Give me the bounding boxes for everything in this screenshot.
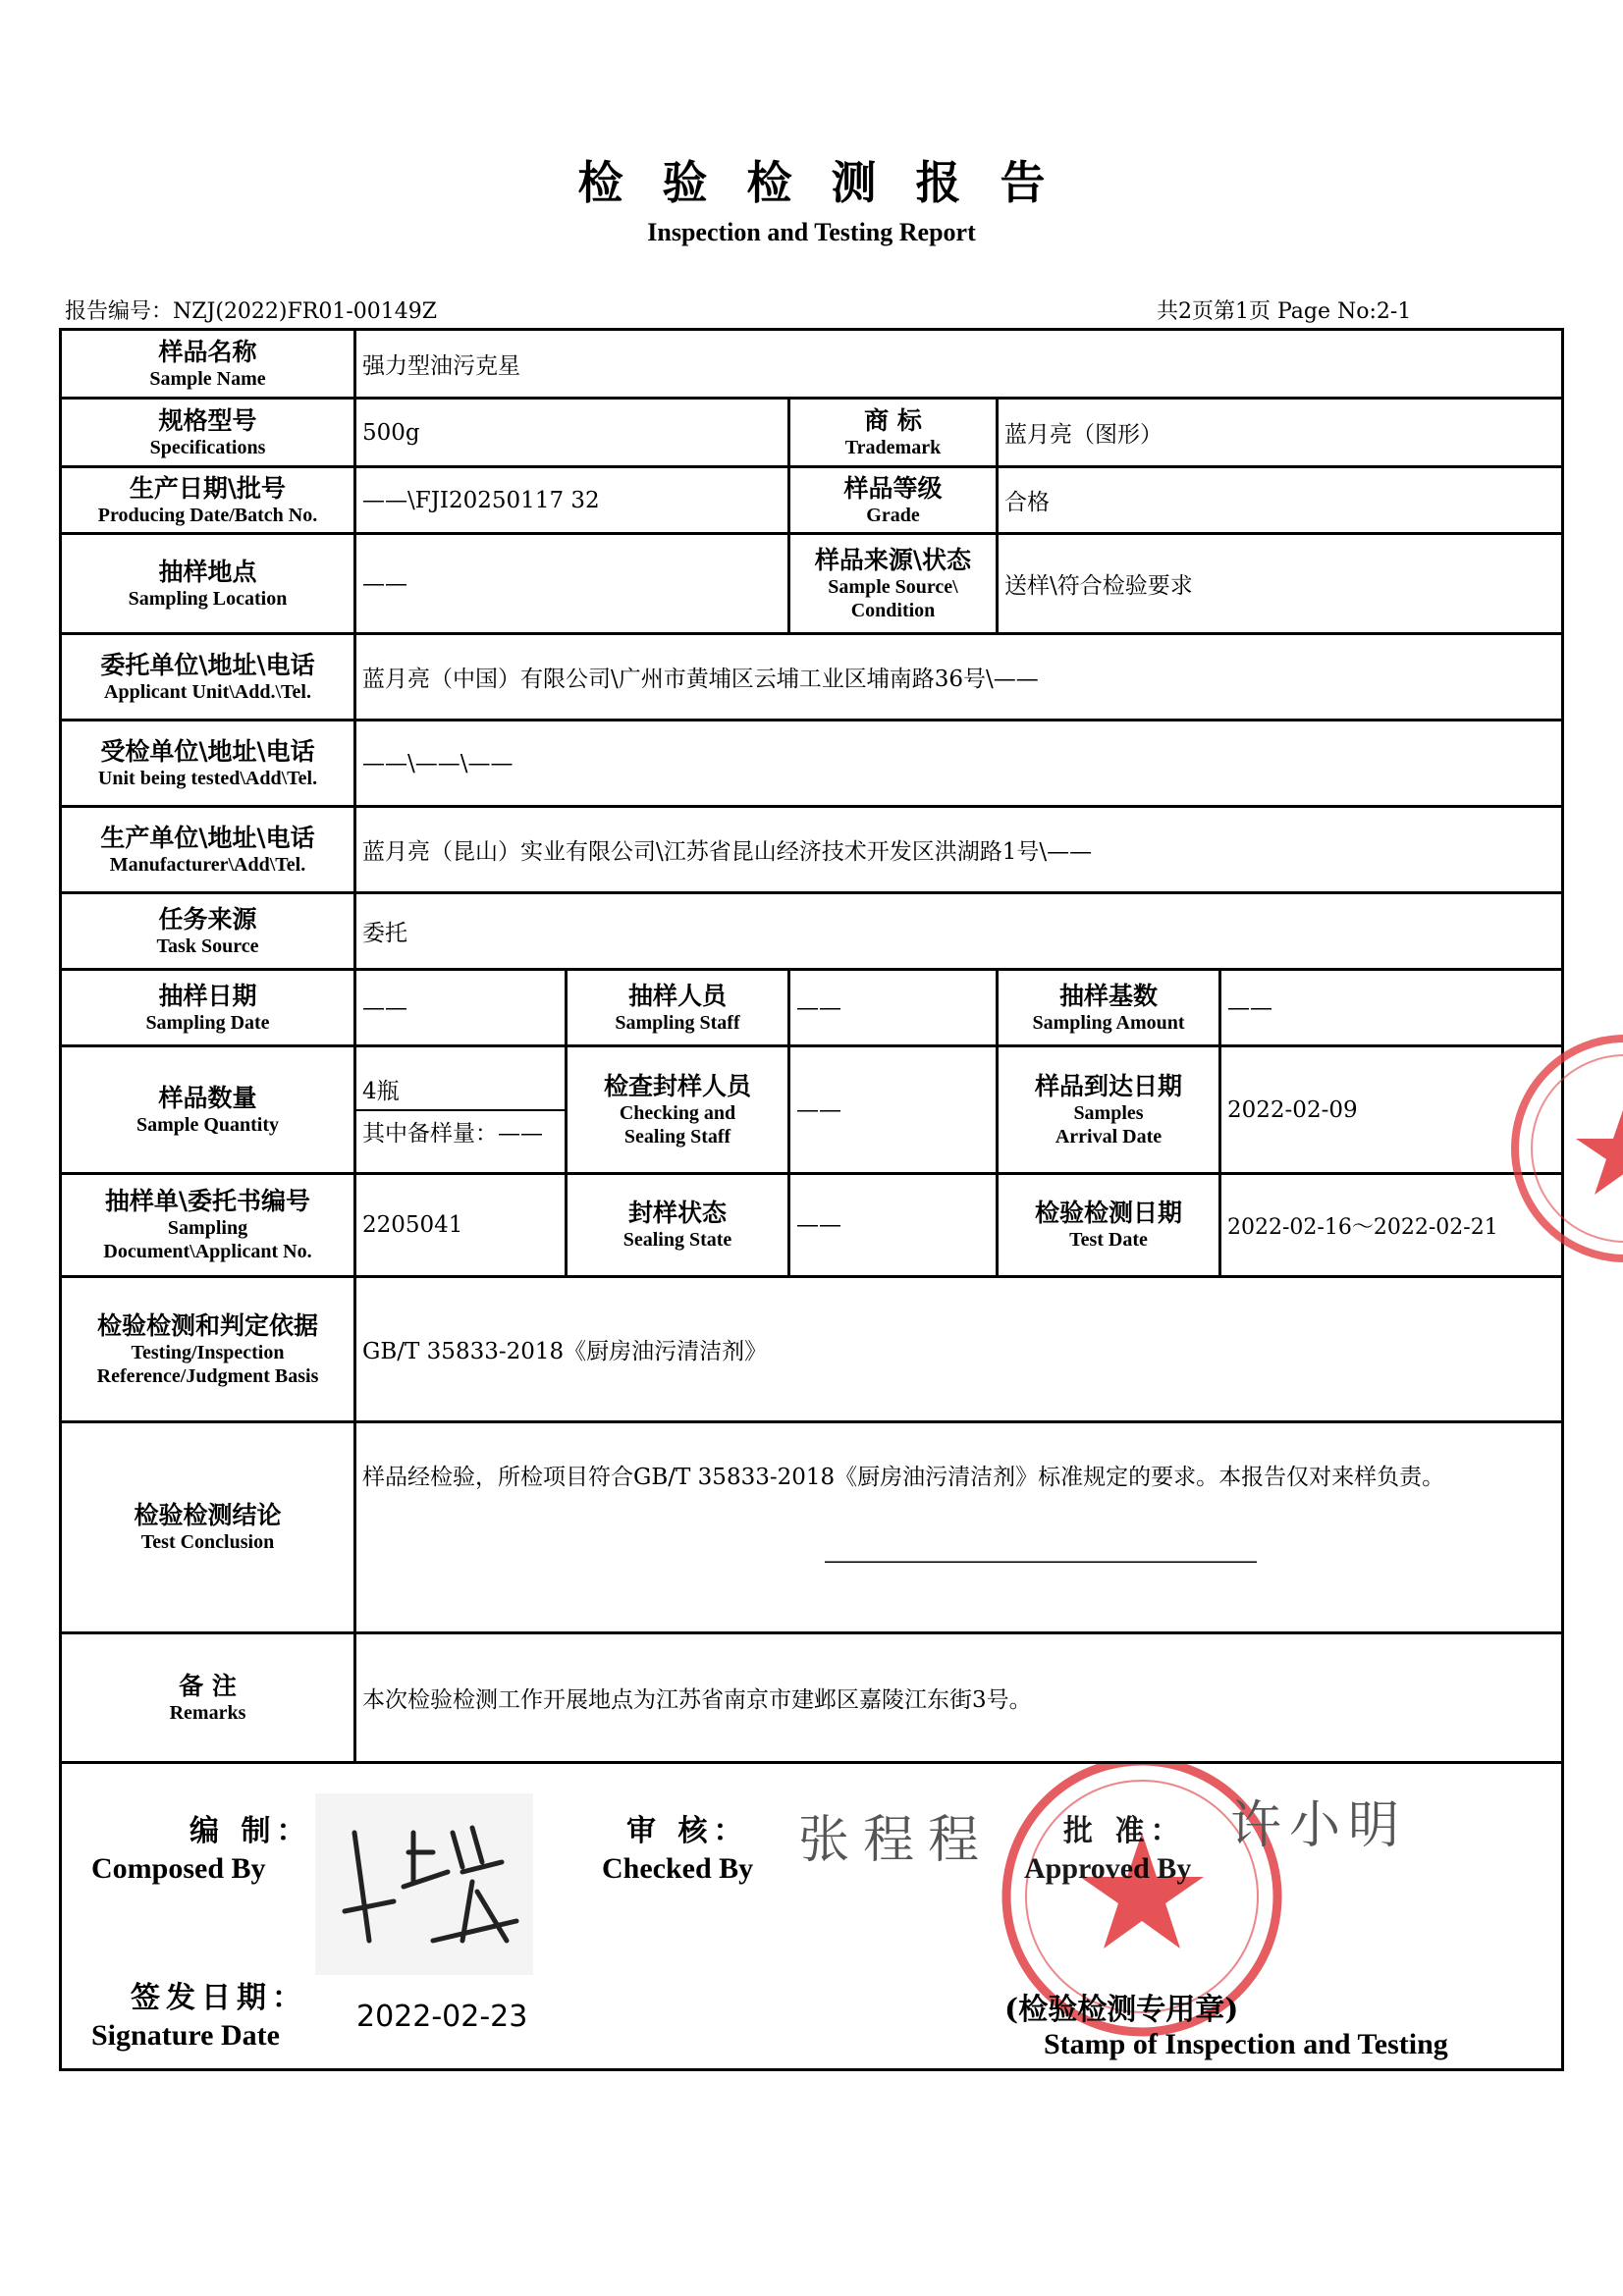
signature-date-value: 2022-02-23 <box>356 2000 528 2034</box>
row-conclusion <box>61 1422 1563 1633</box>
conclusion-value <box>355 1422 1563 1633</box>
row-producing-date <box>61 467 1563 534</box>
sampling-location-value: —— <box>355 534 789 634</box>
composed-signature-drawing <box>315 1793 533 1975</box>
manufacturer-value: 蓝月亮（昆山）实业有限公司\江苏省昆山经济技术开发区洪湖路1号\—— <box>355 807 1563 893</box>
row-applicant <box>61 634 1563 721</box>
composed-signature <box>315 1793 533 1975</box>
row-sample-name <box>61 330 1563 399</box>
unit-tested-label: 受检单位\地址\电话 Unit being tested\Add\Tel. <box>61 721 355 807</box>
task-source-label: 任务来源 Task Source <box>61 893 355 970</box>
sealing-staff-value: —— <box>789 1046 998 1174</box>
sampling-amount-label: 抽样基数 Sampling Amount <box>998 970 1220 1046</box>
specifications-label: 规格型号 Specifications <box>61 399 355 467</box>
remarks-value: 本次检验检测工作开展地点为江苏省南京市建邺区嘉陵江东街3号。 <box>355 1633 1563 1763</box>
checked-by-label: 审 核： Checked By <box>602 1814 754 1885</box>
specifications-value: 500g <box>355 399 789 467</box>
row-manufacturer <box>61 807 1563 893</box>
remarks-label: 备 注 Remarks <box>61 1633 355 1763</box>
basis-label: 检验检测和判定依据 Testing/Inspection Reference/Judgment Basis <box>61 1277 355 1422</box>
document-no-label: 抽样单\委托书编号 Sampling Document\Applicant No. <box>61 1174 355 1277</box>
row-sampling-location <box>61 534 1563 634</box>
sampling-staff-label: 抽样人员 Sampling Staff <box>567 970 789 1046</box>
report-title-en: Inspection and Testing Report <box>647 218 976 246</box>
unit-tested-value: ——\——\—— <box>355 721 1563 807</box>
sample-name-value: 强力型油污克星 <box>355 330 1563 399</box>
approved-by-label: 批 准： Approved By <box>1024 1814 1192 1885</box>
sealing-staff-label: 检查封样人员 Checking and Sealing Staff <box>567 1046 789 1174</box>
producing-date-label: 生产日期\批号 Producing Date/Batch No. <box>61 467 355 534</box>
conclusion-text: 样品经检验，所检项目符合GB/T 35833-2018《厨房油污清洁剂》标准规定的要求。本报告仅对来样负责。 <box>362 1465 1445 1490</box>
row-specifications <box>61 399 1563 467</box>
row-document-no <box>61 1174 1563 1277</box>
row-remarks <box>61 1633 1563 1763</box>
trademark-value: 蓝月亮（图形） <box>998 399 1563 467</box>
side-stamp <box>1507 1001 1623 1296</box>
sampling-date-label: 抽样日期 Sampling Date <box>61 970 355 1046</box>
task-source-value: 委托 <box>355 893 1563 970</box>
sampling-staff-value: —— <box>789 970 998 1046</box>
sealing-state-label: 封样状态 Sealing State <box>567 1174 789 1277</box>
applicant-value: 蓝月亮（中国）有限公司\广州市黄埔区云埔工业区埔南路36号\—— <box>355 634 1563 721</box>
basis-value: GB/T 35833-2018《厨房油污清洁剂》 <box>355 1277 1563 1422</box>
row-basis <box>61 1277 1563 1422</box>
signature-date-label: 签发日期： Signature Date <box>91 1981 307 2052</box>
row-sample-quantity <box>61 1046 1563 1174</box>
report-table <box>59 328 1564 2071</box>
sample-quantity-label: 样品数量 Sample Quantity <box>61 1046 355 1174</box>
row-sampling-date <box>61 970 1563 1046</box>
grade-value: 合格 <box>998 467 1563 534</box>
test-date-value: 2022-02-16～2022-02-21 <box>1220 1174 1563 1277</box>
grade-label: 样品等级 Grade <box>789 467 998 534</box>
checked-signature: 张程程 <box>798 1811 994 1870</box>
sampling-date-value: —— <box>355 970 567 1046</box>
producing-date-value: ——\FJI20250117 32 <box>355 467 789 534</box>
signature-section <box>61 1763 1563 2070</box>
trademark-label: 商 标 Trademark <box>789 399 998 467</box>
test-date-label: 检验检测日期 Test Date <box>998 1174 1220 1277</box>
conclusion-label: 检验检测结论 Test Conclusion <box>61 1422 355 1633</box>
arrival-date-value: 2022-02-09 <box>1220 1046 1563 1174</box>
page-number: 共2页第1页 Page No:2-1 <box>1157 299 1412 324</box>
applicant-label: 委托单位\地址\电话 Applicant Unit\Add.\Tel. <box>61 634 355 721</box>
row-unit-tested <box>61 721 1563 807</box>
sample-quantity-reserve: 其中备样量：—— <box>362 1120 543 1147</box>
arrival-date-label: 样品到达日期 Samples Arrival Date <box>998 1046 1220 1174</box>
sample-quantity-main: 4瓶 <box>356 1069 565 1111</box>
sample-quantity-value <box>355 1046 567 1174</box>
composed-by-label: 编 制： Composed By <box>91 1814 312 1885</box>
sampling-location-label: 抽样地点 Sampling Location <box>61 534 355 634</box>
sealing-state-value: —— <box>789 1174 998 1277</box>
report-number: 报告编号：NZJ(2022)FR01-00149Z <box>65 299 438 324</box>
row-task-source <box>61 893 1563 970</box>
sample-source-value: 送样\符合检验要求 <box>998 534 1563 634</box>
document-no-value: 2205041 <box>355 1174 567 1277</box>
sampling-amount-value: —— <box>1220 970 1563 1046</box>
approved-signature: 许小明 <box>1230 1796 1408 1855</box>
sample-name-label: 样品名称 Sample Name <box>61 330 355 399</box>
report-title: 检验检测报告 <box>577 156 1085 209</box>
manufacturer-label: 生产单位\地址\电话 Manufacturer\Add\Tel. <box>61 807 355 893</box>
row-signatures <box>61 1763 1563 2070</box>
stamp-caption: (检验检测专用章) Stamp of Inspection and Testing <box>1004 1993 1448 2060</box>
conclusion-end-line: —————————————————————— <box>824 1548 1256 1574</box>
sample-source-label: 样品来源\状态 Sample Source\ Condition <box>789 534 998 634</box>
